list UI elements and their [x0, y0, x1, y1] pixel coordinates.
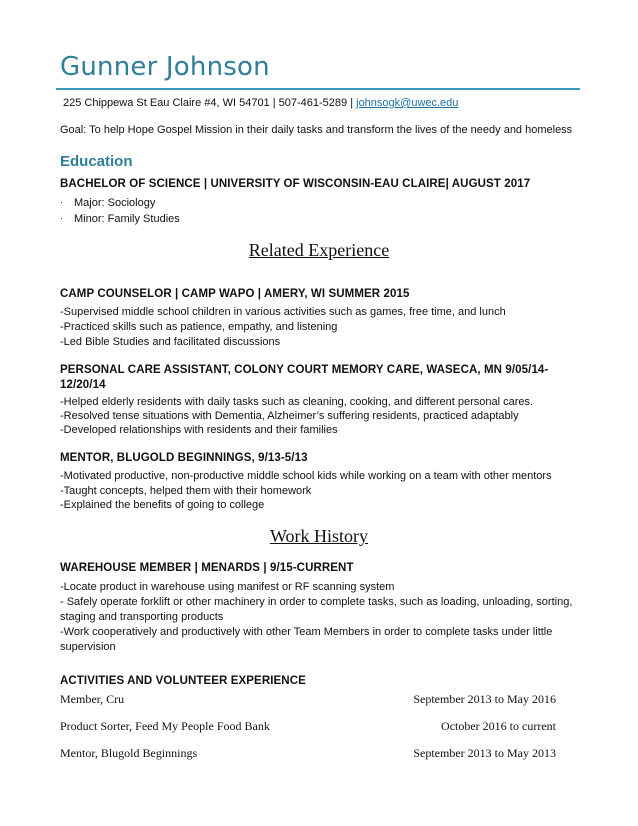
contact-line: [63, 97, 458, 109]
activity-row: [60, 746, 556, 761]
activity-role: Product Sorter, Feed My People Food Bank: [60, 719, 270, 733]
activity-role: Member, Cru: [60, 692, 125, 706]
education-item: [60, 213, 180, 225]
education-heading: Education: [60, 153, 133, 170]
email-link[interactable]: johnsogk@uwec.edu: [356, 97, 459, 109]
bullet-icon: ·: [60, 197, 63, 207]
job-duty: supervision: [60, 641, 116, 653]
activity-dates: September 2013 to May 2016: [413, 692, 556, 706]
activity-row: [60, 719, 556, 734]
activities-heading: ACTIVITIES AND VOLUNTEER EXPERIENCE: [60, 675, 306, 687]
job-duty: -Work cooperatively and productively with other Team Members in order to complete tasks under little: [60, 626, 553, 638]
activity-role: Mentor, Blugold Beginnings: [60, 746, 198, 760]
activity-row: [60, 692, 556, 707]
education-item-text: Minor: Family Studies: [74, 213, 180, 225]
job-title: CAMP COUNSELOR | CAMP WAPO | AMERY, WI SUMMER 2015: [60, 288, 410, 300]
goal-statement: Goal: To help Hope Gospel Mission in their daily tasks and transform the lives of the needy and homeless: [60, 124, 573, 136]
job-title: PERSONAL CARE ASSISTANT, COLONY COURT MEMORY CARE, WASECA, MN 9/05/14-: [60, 364, 549, 376]
job-title: MENTOR, BLUGOLD BEGINNINGS, 9/13-5/13: [60, 452, 308, 464]
job-duty: staging and transporting products: [60, 611, 224, 623]
work-history-heading: Work History: [269, 526, 369, 546]
related-experience-heading: Related Experience: [248, 240, 390, 260]
job-title: WAREHOUSE MEMBER | MENARDS | 9/15-CURRENT: [60, 562, 354, 574]
header-divider: [56, 88, 580, 90]
job-duty: -Locate product in warehouse using manifest or RF scanning system: [60, 581, 395, 593]
job-title-continued: 12/20/14: [60, 379, 106, 391]
job-duty: -Supervised middle school children in various activities such as games, free time, and lunch: [60, 306, 506, 318]
job-duty: -Explained the benefits of going to college: [60, 499, 265, 511]
address-phone: 225 Chippewa St Eau Claire #4, WI 54701 | 507-461-5289 |: [63, 97, 357, 109]
education-item: [60, 197, 155, 209]
job-duty: -Practiced skills such as patience, empathy, and listening: [60, 321, 338, 333]
job-duty: -Motivated productive, non-productive middle school kids while working on a team with other mentors: [60, 470, 552, 482]
resume-name: Gunner Johnson: [60, 52, 270, 82]
job-duty: -Taught concepts, helped them with their homework: [60, 485, 312, 497]
activity-dates: September 2013 to May 2013: [413, 746, 556, 760]
job-duty: -Helped elderly residents with daily tasks such as cleaning, cooking, and different personal cares.: [60, 396, 534, 408]
education-item-text: Major: Sociology: [74, 197, 156, 209]
job-duty: -Resolved tense situations with Dementia, Alzheimer’s suffering residents, practiced adaptably: [60, 410, 519, 422]
degree-line: BACHELOR OF SCIENCE | UNIVERSITY OF WISCONSIN-EAU CLAIRE| AUGUST 2017: [60, 178, 531, 190]
job-duty: -Developed relationships with residents and their families: [60, 424, 338, 436]
job-duty: -Led Bible Studies and facilitated discussions: [60, 336, 281, 348]
bullet-icon: ·: [60, 213, 63, 223]
activity-dates: October 2016 to current: [441, 719, 556, 733]
job-duty: - Safely operate forklift or other machinery in order to complete tasks, such as loading, unloading, sorting,: [60, 596, 573, 608]
